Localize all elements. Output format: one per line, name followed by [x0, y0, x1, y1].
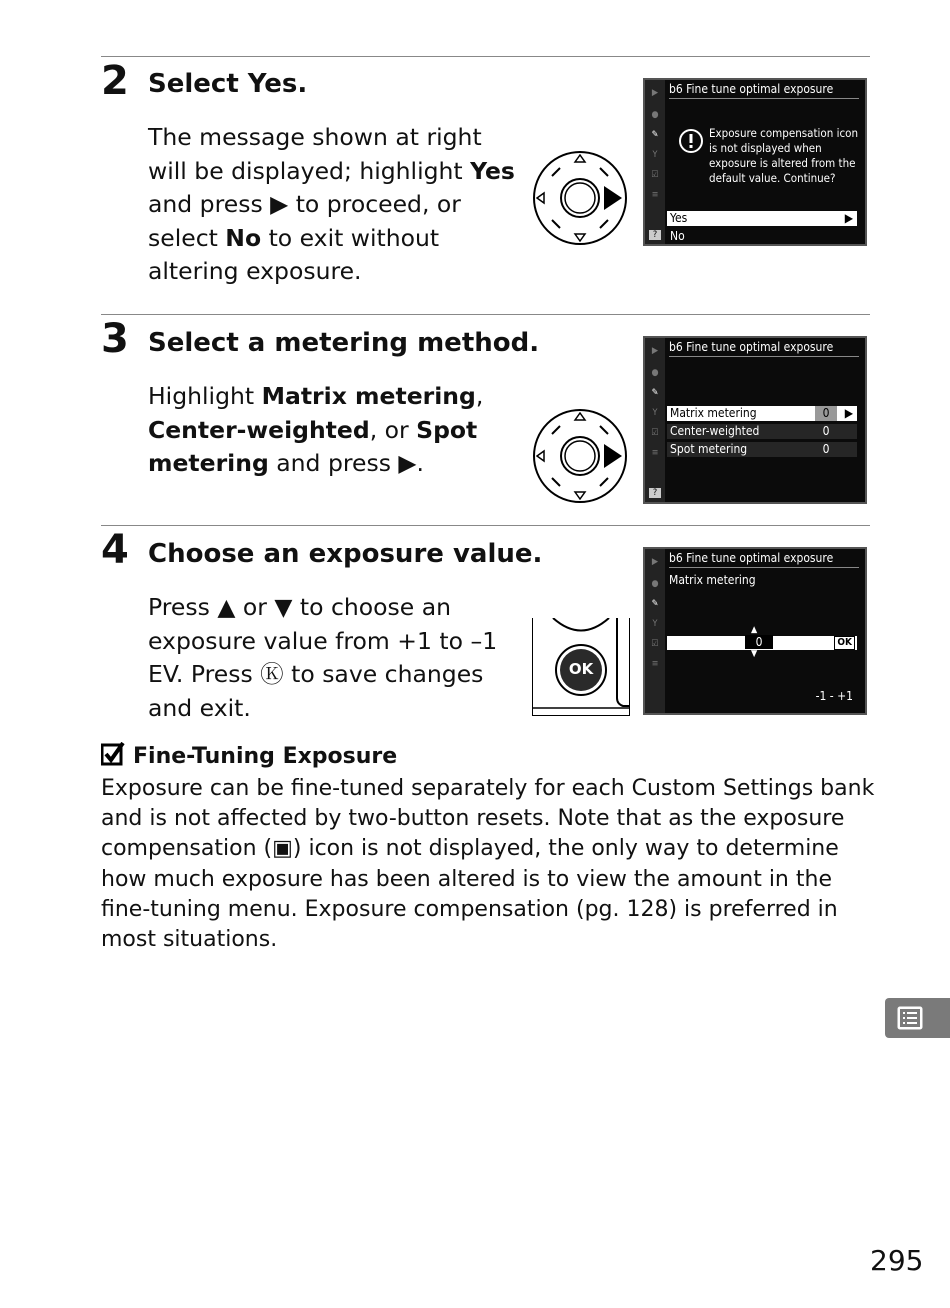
value-range: -1 - +1 [815, 689, 853, 703]
camera-screen-metering: ▶ ● ✎ Y ☑ ≡ ? b6 Fine tune optimal exposure Matrix metering 0 ▶ Center-weighted 0 Spot metering 0 [643, 336, 867, 504]
step-number: 4 [101, 527, 129, 573]
step-heading: Select Yes. [148, 69, 308, 99]
divider [101, 56, 870, 57]
note-body: Exposure can be fine-tuned separately for each Custom Settings bank and is not affected by two-button resets. Note that as the exposure compensation (▣) icon is not displayed, the only way to determine how much exposure has been altered is to view the amount in the fine-tuning menu. Exposure compensation (pg. 128) is preferred in most situations. [101, 776, 875, 953]
menu-list-icon [896, 1004, 924, 1032]
option-no[interactable]: No [670, 229, 685, 243]
camera-screen-value: ▶ ● ✎ Y ☑ ≡ b6 Fine tune optimal exposure Matrix metering ▲ 0 ▼ OK -1 - +1 [643, 547, 867, 715]
camera-screen-confirm: ▶ ● ✎ Y ☑ ≡ ? b6 Fine tune optimal exposure Exposure compensation icon is not displayed when exposure is altered from the default value. Continue? Yes ▶ No [643, 78, 867, 246]
metering-option-spot[interactable]: Spot metering 0 [667, 442, 857, 457]
ok-icon: OK [834, 636, 855, 650]
step-body: Highlight Matrix metering, Center-weighted, or Spot metering and press ▶. [148, 382, 484, 477]
ok-label: OK [568, 660, 594, 678]
step-body: The message shown at right will be displayed; highlight Yes and press ▶ to proceed, or select No to exit without altering exposure. [148, 123, 515, 285]
submenu-title: Matrix metering [669, 573, 756, 587]
multi-selector-right-icon [532, 150, 628, 246]
metering-option-center[interactable]: Center-weighted 0 [667, 424, 857, 439]
menu-title: b6 Fine tune optimal exposure [669, 82, 859, 99]
step-body: Press ▲ or ▼ to choose an exposure value from +1 to –1 EV. Press Ⓚ to save changes and exit. [148, 593, 498, 722]
step-number: 2 [101, 58, 129, 104]
up-arrow-icon: ▲ [751, 625, 758, 635]
step-number: 3 [101, 316, 129, 362]
page-number: 295 [870, 1244, 924, 1277]
option-yes[interactable]: Yes ▶ [667, 211, 857, 226]
warning-message: Exposure compensation icon is not displayed when exposure is altered from the default value. Continue? [709, 126, 859, 185]
menu-title: b6 Fine tune optimal exposure [669, 551, 859, 568]
exposure-value[interactable]: 0 [745, 635, 773, 649]
step-heading: Choose an exposure value. [148, 539, 543, 569]
section-tab[interactable] [885, 998, 950, 1038]
divider [101, 314, 870, 315]
ok-button-illustration [532, 618, 630, 716]
metering-option-matrix[interactable]: Matrix metering 0 ▶ [667, 406, 857, 421]
note-heading: Fine-Tuning Exposure [101, 742, 397, 769]
down-arrow-icon: ▼ [751, 649, 758, 659]
multi-selector-right-icon [532, 408, 628, 504]
step-heading: Select a metering method. [148, 328, 540, 358]
divider [101, 525, 870, 526]
warning-icon [678, 128, 704, 154]
checkmark-icon [101, 742, 125, 766]
menu-title: b6 Fine tune optimal exposure [669, 340, 859, 357]
